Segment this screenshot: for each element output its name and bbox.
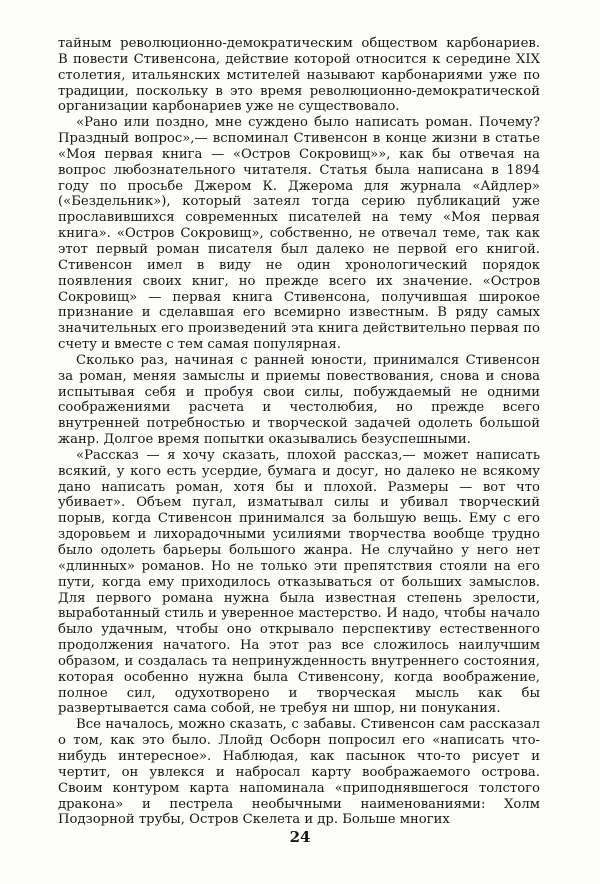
body-text (58, 36, 540, 828)
paragraph: Все началось, можно сказать, с забавы. Стивенсон сам рассказал о том, как это было. Ллойд Осборн попросил его «написать что-нибудь интересное». Наблюдая, как пасынок что-то рисует и чертит, он увлекся и набросал карту воображаемого острова. Своим контуром карта напоминала «приподнявшегося толстого дракона» и пестрела необычными наименованиями: Холм Подзорной трубы, Остров Скелета и др. Больше многих (58, 717, 540, 828)
paragraph: «Рассказ — я хочу сказать, плохой рассказ,— может написать всякий, у кого есть усердие, бумага и досуг, но далеко не всякому дано написать роман, хотя бы и плохой. Размеры — вот что убивает». Объем пугал, изматывал силы и убивал творческий порыв, когда Стивенсон принимался за большую вещь. Ему с его здоровьем и лихорадочными усилиями творчества вообще трудно было одолеть барьеры большого жанра. Не случайно у него нет «длинных» романов. Но не только эти препятствия стояли на его пути, когда ему приходилось отказываться от больших замыслов. Для первого романа нужна была известная степень зрелости, выработанный стиль и уверенное мастерство. И надо, чтобы начало было удачным, чтобы оно открывало перспективу естественного продолжения начатого. На этот раз все сложилось наилучшим образом, и создалась та непринужденность внутреннего состояния, которая особенно нужна была Стивенсону, когда воображение, полное сил, одухотворено и творческая мысль как бы развертывается сама собой, не требуя ни шпор, ни понукания. (58, 447, 540, 717)
paragraph-continuation: тайным революционно-демократическим обществом карбонариев. В повести Стивенсона, действие которой относится к середине XIX столетия, итальянских мстителей называют карбонариями уже по традиции, поскольку в это время революционно-демократической организации карбонариев уже не существовало. (58, 36, 540, 115)
paragraph: «Рано или поздно, мне суждено было написать роман. Почему? Праздный вопрос»,— вспоминал Стивенсон в конце жизни в статье «Моя первая книга — «Остров Сокровищ»», как бы отвечая на вопрос любознательного читателя. Статья была написана в 1894 году по просьбе Джером К. Джерома для журнала «Айдлер» («Бездельник»), который затеял тогда серию публикаций уже прославившихся современных писателей на тему «Моя первая книга». «Остров Сокровищ», собственно, не отвечал теме, так как этот первый роман писателя был далеко не первой его книгой. Стивенсон имел в виду не один хронологический порядок появления своих книг, но прежде всего их значение. «Остров Сокровищ» — первая книга Стивенсона, получившая широкое признание и сделавшая его всемирно известным. В ряду самых значительных его произведений эта книга действительно первая по счету и вместе с тем самая популярная. (58, 115, 540, 353)
paragraph: Сколько раз, начиная с ранней юности, принимался Стивенсон за роман, меняя замыслы и приемы повествования, снова и снова испытывая себя и пробуя свои силы, побуждаемый не одними соображениями расчета и честолюбия, но прежде всего внутренней потребностью и творческой задачей одолеть большой жанр. Долгое время попытки оказывались безуспешными. (58, 352, 540, 448)
page-number: 24 (289, 828, 311, 846)
